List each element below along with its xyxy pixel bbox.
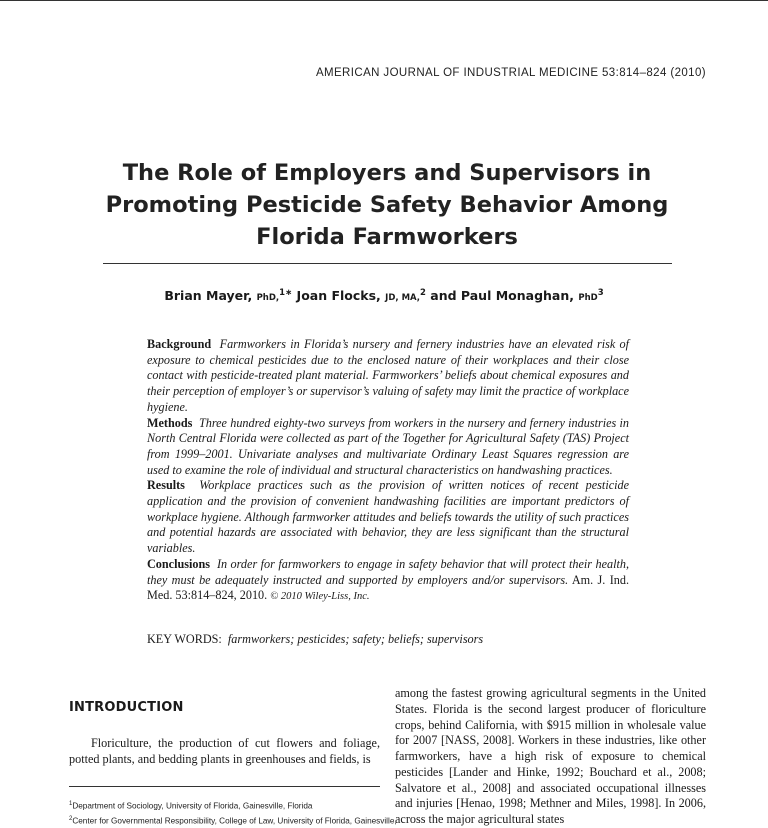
copyright-notice: © 2010 Wiley-Liss, Inc.: [270, 591, 370, 603]
author-affiliation: 2: [420, 288, 426, 298]
title-line: Promoting Pesticide Safety Behavior Among: [105, 192, 669, 218]
footnote-rule: [69, 786, 380, 787]
author-name: Joan Flocks,: [292, 288, 386, 303]
keywords: [147, 632, 483, 647]
author-name: Brian Mayer,: [164, 288, 257, 303]
abstract-section-label: Results: [147, 478, 185, 493]
abstract-results: [147, 478, 629, 557]
body-paragraph: Floriculture, the production of cut flowers and foliage, potted plants, and bedding plants in greenhouses and fields, is: [69, 736, 380, 767]
body-right-column: [395, 686, 706, 828]
abstract-section-text: In order for farmworkers to engage in safety behavior that will protect their health, they must be adequately instructed and supported by employers and/or supervisors.: [147, 556, 630, 587]
author-affiliation: 3: [597, 288, 604, 298]
footnote: [69, 813, 397, 828]
abstract: [147, 337, 629, 605]
footnote-text: Department of Sociology, University of Florida, Gainesville, Florida: [72, 801, 313, 811]
footnote-number: 2: [69, 815, 73, 822]
keywords-label: KEY WORDS:: [147, 632, 222, 646]
top-border: [0, 0, 768, 1]
footnotes: [69, 798, 397, 827]
title-rule: [103, 263, 672, 264]
author-degree: PhD,: [256, 293, 280, 303]
title-line: Florida Farmworkers: [256, 224, 518, 250]
abstract-section-text: Farmworkers in Florida’s nursery and fernery industries have an elevated risk of exposure to chemical pesticides due to the enclosed nature of their workplaces and their close contact with pesticide-treated plant material. Farmworkers’ beliefs about chemical exposures and their perception of employer’s or supervisor’s valuing of safety may limit the practice of workplace hygiene.: [147, 337, 630, 414]
abstract-section-label: Conclusions: [147, 556, 210, 571]
article-title: [60, 157, 714, 253]
author-affiliation: 1∗: [279, 288, 293, 298]
abstract-methods: [147, 416, 629, 479]
author-list: [0, 288, 768, 303]
abstract-section-label: Methods: [147, 415, 193, 430]
author-name: and Paul Monaghan,: [425, 288, 579, 303]
abstract-section-text: Three hundred eighty-two surveys from workers in the nursery and fernery industries in North Central Florida were collected as part of the Together for Agricultural Safety (TAS) Project from 1999–2001. Univariate analyses and multivariate Ordinary Least Squares regression are used to examine the role of individual and structural characteristics on handwashing practices.: [147, 415, 630, 477]
body-left-column: [69, 735, 380, 767]
body-paragraph: among the fastest growing agricultural segments in the United States. Florida is the second largest producer of floriculture crops, behind California, with $915 million in wholesale value for 2007 [NASS, 2008]. Workers in these industries, like other farmworkers, have a high risk of exposure to chemical pesticides [Lander and Hinke, 1992; Bouchard et al., 2008; Salvatore et al., 2008] and associated occupational illnesses and injuries [Henao, 1998; Methner and Miles, 1998]. In 2006, across the major agricultural states: [395, 686, 706, 826]
author-degree: PhD: [578, 293, 598, 303]
author-degree: JD, MA,: [385, 293, 420, 303]
keywords-list: farmworkers; pesticides; safety; beliefs; supervisors: [227, 632, 484, 646]
abstract-section-label: Background: [147, 337, 212, 351]
journal-header: AMERICAN JOURNAL OF INDUSTRIAL MEDICINE 53:814–824 (2010): [315, 67, 706, 79]
section-heading: INTRODUCTION: [69, 700, 184, 715]
abstract-background: [147, 337, 629, 416]
footnote-text: Center for Governmental Responsibility, College of Law, University of Florida, Gainesville,: [72, 816, 397, 826]
abstract-citation: Am. J. Ind. Med. 53:814–824, 2010.: [147, 572, 629, 603]
abstract-section-text: Workplace practices such as the provision of written notices of recent pesticide application and the provision of convenient handwashing facilities are important predictors of workplace hygiene. Although farmworker attitudes and beliefs towards the utility of such practices and potential hazards are associated with behavior, they are less significant than the structural variables.: [147, 478, 629, 556]
footnote-number: 1: [69, 801, 73, 807]
abstract-conclusions: [147, 557, 629, 605]
footnote: [69, 798, 389, 813]
title-line: The Role of Employers and Supervisors in: [122, 160, 652, 186]
